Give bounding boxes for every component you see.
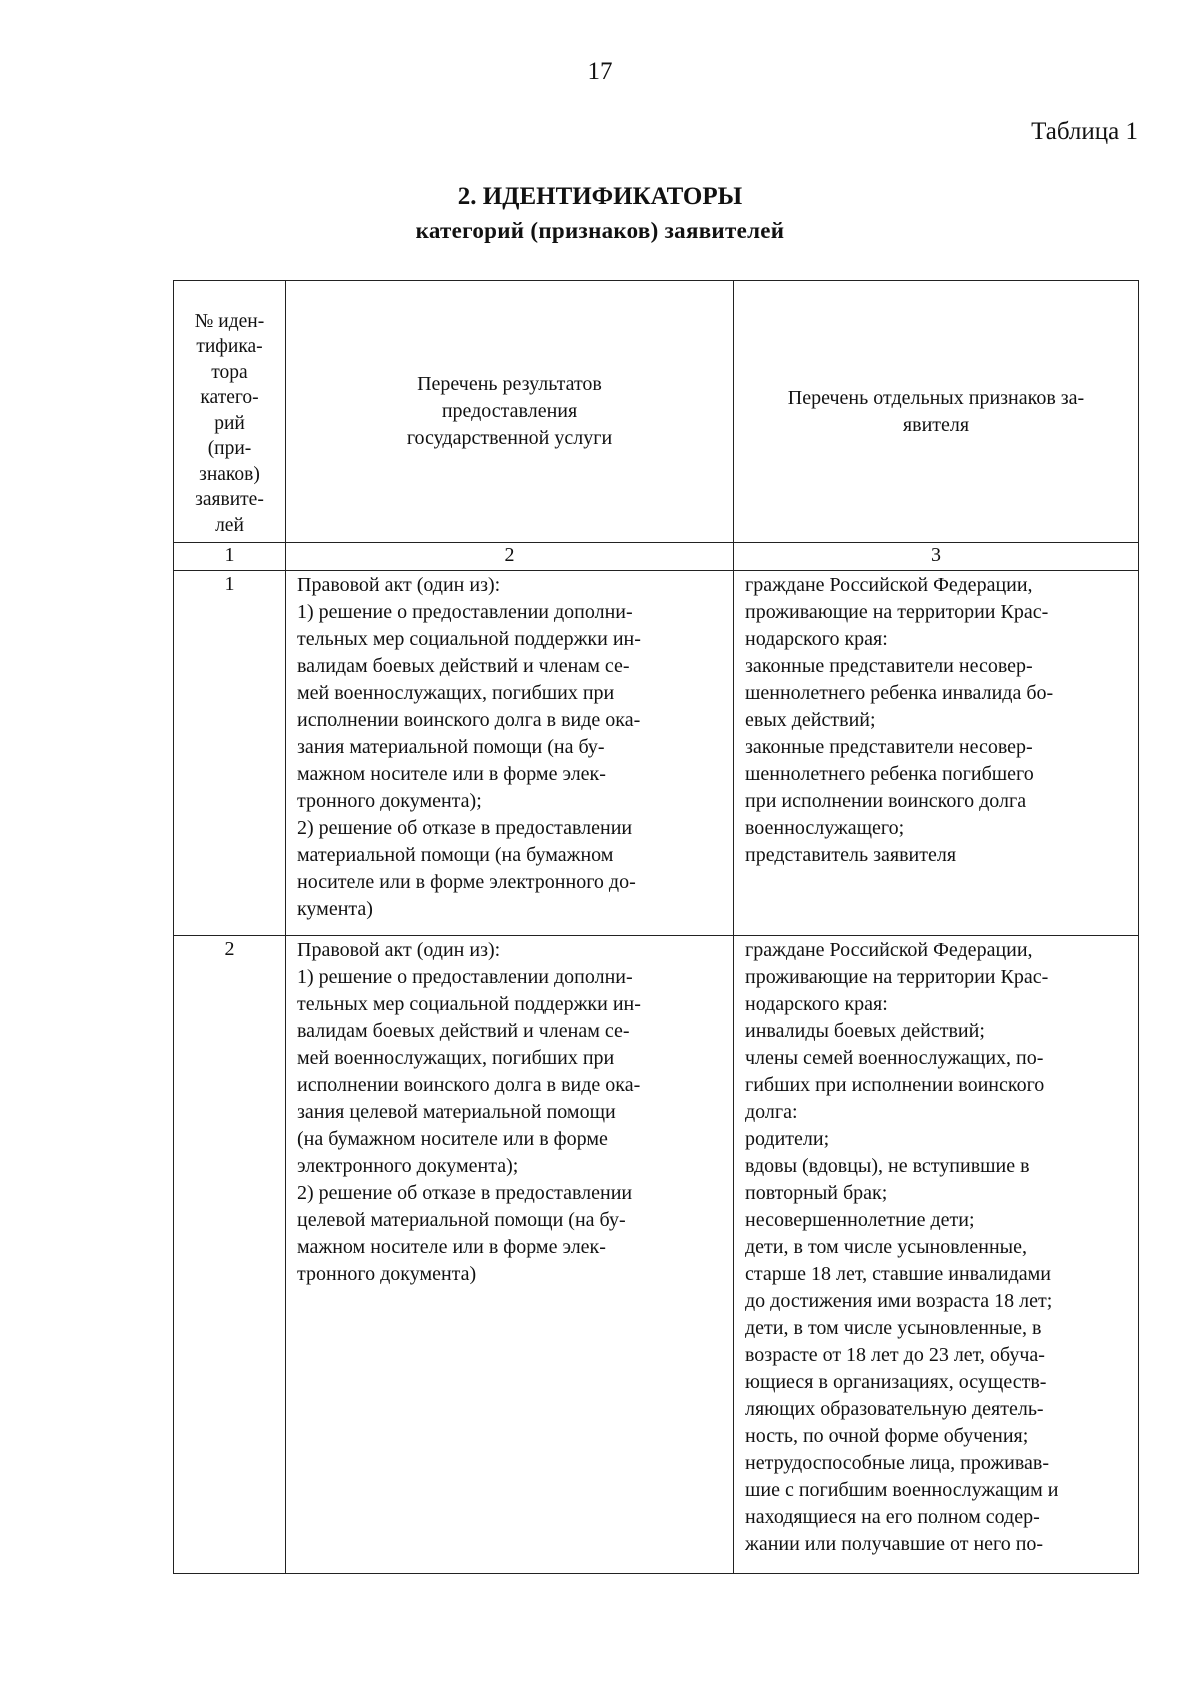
cell-text-line: гибших при исполнении воинского [745, 1074, 1045, 1096]
cell-text-line: 2) решение об отказе в предоставлении [297, 817, 633, 839]
cell-text-line: жании или получавшие от него по- [745, 1533, 1044, 1555]
table-header-row [174, 281, 1139, 543]
cell-text-line: мажном носителе или в форме элек- [297, 763, 606, 785]
cell-text-line: родители; [745, 1128, 830, 1150]
cell-text-line: валидам боевых действий и членам се- [297, 655, 630, 677]
header-id-column [174, 281, 286, 543]
cell-text-line: зания материальной помощи (на бу- [297, 736, 605, 758]
header-text-line: рий [214, 412, 245, 434]
header-text-line: явителя [902, 413, 970, 436]
cell-text-line: тронного документа) [297, 1263, 477, 1285]
header-text-line: тора [211, 361, 248, 383]
cell-text-line: зания целевой материальной помощи [297, 1101, 616, 1123]
header-text-line: предоставления [441, 400, 578, 422]
cell-text-line: представитель заявителя [745, 844, 957, 866]
header-features-column [734, 281, 1139, 543]
cell-text-line: носителе или в форме электронного до- [297, 871, 636, 893]
cell-text-line: тельных мер социальной поддержки ин- [297, 993, 641, 1015]
cell-text-line: мажном носителе или в форме элек- [297, 1236, 606, 1258]
cell-text-line: мей военнослужащих, погибших при [297, 682, 615, 704]
cell-text-line: до достижения ими возраста 18 лет; [745, 1290, 1053, 1312]
column-number: 1 [174, 543, 286, 571]
cell-text-line: законные представители несовер- [745, 655, 1033, 677]
cell-text-line: военнослужащего; [745, 817, 905, 839]
results-cell [286, 571, 734, 936]
cell-text-line: ляющих образовательную деятель- [745, 1398, 1044, 1420]
header-text-line: (при- [207, 438, 252, 459]
cell-text-line: граждане Российской Федерации, [745, 574, 1033, 596]
results-cell [286, 936, 734, 1574]
identifiers-table [173, 280, 1139, 1574]
header-text-line: Перечень результатов [417, 373, 602, 395]
table-row [174, 571, 1139, 936]
header-text-line: заявите- [195, 489, 264, 510]
cell-text-line: евых действий; [745, 709, 876, 731]
cell-text-line: несовершеннолетние дети; [745, 1209, 975, 1231]
cell-text-line: проживающие на территории Крас- [745, 966, 1049, 988]
cell-text-line: члены семей военнослужащих, по- [745, 1047, 1044, 1069]
cell-text-line: тельных мер социальной поддержки ин- [297, 628, 641, 650]
table-row [174, 936, 1139, 1574]
cell-text-line: нодарского края: [745, 628, 888, 650]
cell-text-line: электронного документа); [297, 1155, 519, 1177]
cell-text-line: мей военнослужащих, погибших при [297, 1047, 615, 1069]
header-results-column [286, 281, 734, 543]
cell-text-line: возрасте от 18 лет до 23 лет, обуча- [745, 1344, 1045, 1366]
cell-text-line: материальной помощи (на бумажном [297, 844, 614, 866]
cell-text-line: инвалиды боевых действий; [745, 1020, 985, 1042]
cell-text-line: целевой материальной помощи (на бу- [297, 1209, 626, 1231]
cell-text-line: (на бумажном носителе или в форме [297, 1128, 608, 1150]
cell-text-line: нодарского края: [745, 993, 888, 1015]
header-text-line: государственной услуги [406, 427, 613, 449]
cell-text-line: старше 18 лет, ставшие инвалидами [745, 1263, 1052, 1285]
cell-text-line: дети, в том числе усыновленные, в [745, 1317, 1042, 1339]
column-number-row [174, 543, 1139, 571]
cell-text-line: вдовы (вдовцы), не вступившие в [745, 1155, 1030, 1177]
cell-text-line: при исполнении воинского долга [745, 790, 1027, 812]
cell-text-line: кумента) [297, 898, 373, 920]
header-text-line: тифика- [196, 336, 263, 357]
header-text-line: Перечень отдельных признаков за- [787, 386, 1085, 409]
cell-text-line: шеннолетнего ребенка погибшего [745, 763, 1034, 785]
header-text-line: лей [215, 514, 244, 536]
cell-text-line: ность, по очной форме обучения; [745, 1425, 1029, 1447]
cell-text-line: валидам боевых действий и членам се- [297, 1020, 630, 1042]
cell-text-line: ющиеся в организациях, осуществ- [745, 1371, 1047, 1393]
cell-text-line: находящиеся на его полном содер- [745, 1506, 1040, 1528]
cell-text-line: шие с погибшим военнослужащим и [745, 1479, 1059, 1501]
cell-text-line: Правовой акт (один из): [297, 939, 501, 961]
cell-text-line: дети, в том числе усыновленные, [745, 1236, 1027, 1258]
cell-text-line: Правовой акт (один из): [297, 574, 501, 596]
cell-text-line: исполнении воинского долга в виде ока- [297, 1074, 641, 1096]
cell-text-line: долга: [745, 1101, 798, 1123]
column-number: 2 [286, 543, 734, 571]
cell-text-line: граждане Российской Федерации, [745, 939, 1033, 961]
cell-text-line: повторный брак; [745, 1182, 888, 1204]
cell-text-line: исполнении воинского долга в виде ока- [297, 709, 641, 731]
row-id: 1 [174, 571, 286, 936]
header-text-line: знаков) [199, 463, 260, 485]
cell-text-line: 1) решение о предоставлении дополни- [297, 966, 633, 988]
cell-text-line: проживающие на территории Крас- [745, 601, 1049, 623]
column-number: 3 [734, 543, 1139, 571]
cell-text-line: 2) решение об отказе в предоставлении [297, 1182, 633, 1204]
features-cell [734, 571, 1139, 936]
cell-text-line: шеннолетнего ребенка инвалида бо- [745, 682, 1054, 704]
table-label: Таблица 1 [1031, 118, 1138, 145]
row-id: 2 [174, 936, 286, 1574]
header-text-line: № иден- [194, 310, 265, 332]
features-cell [734, 936, 1139, 1574]
document-subtitle: категорий (признаков) заявителей [415, 218, 785, 243]
cell-text-line: законные представители несовер- [745, 736, 1033, 758]
page-number: 17 [587, 58, 613, 85]
cell-text-line: нетрудоспособные лица, проживав- [745, 1452, 1050, 1474]
cell-text-line: 1) решение о предоставлении дополни- [297, 601, 633, 623]
header-text-line: катего- [200, 387, 259, 408]
document-title: 2. ИДЕНТИФИКАТОРЫ [457, 183, 743, 210]
cell-text-line: тронного документа); [297, 790, 482, 812]
